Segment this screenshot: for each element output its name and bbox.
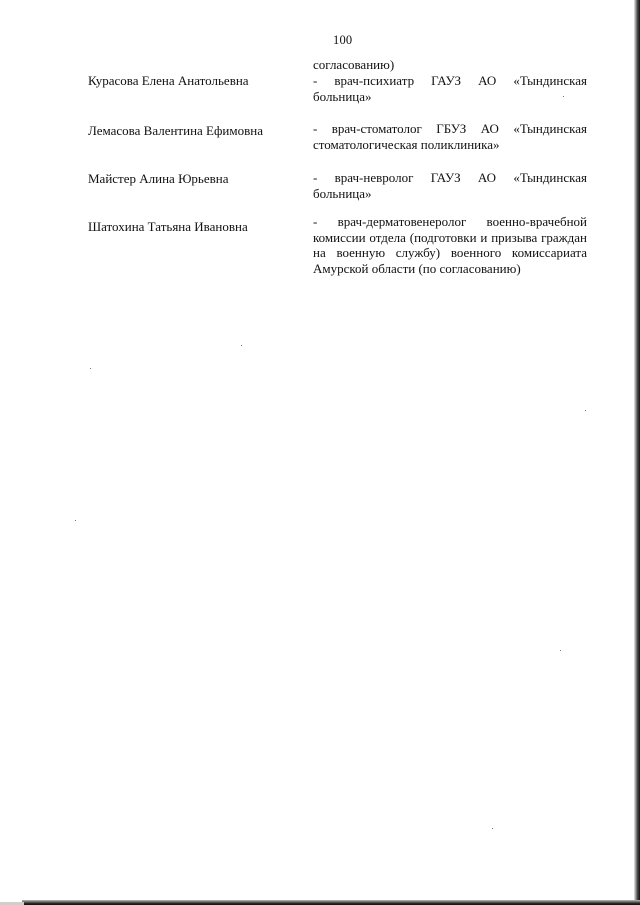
member-name-1: Курасова Елена Анатольевна <box>88 73 249 88</box>
member-name-2: Лемасова Валентина Ефимовна <box>88 123 263 138</box>
scan-speck <box>90 368 91 369</box>
scan-speck <box>563 96 564 97</box>
continuation-text: согласованию) <box>313 57 395 72</box>
scan-speck <box>492 828 493 829</box>
scan-speck <box>585 410 586 411</box>
member-role-2: - врач-стоматолог ГБУЗ АО «Тындинская стоматологическая поликлиника» <box>313 121 587 152</box>
member-role-1: - врач-психиатр ГАУЗ АО «Тындинская больница» <box>313 73 587 104</box>
scan-speck <box>560 650 561 651</box>
member-name-4: Шатохина Татьяна Ивановна <box>88 219 248 234</box>
page-number: 100 <box>333 33 353 47</box>
scan-edge-bottom <box>22 900 640 905</box>
scan-edge-right <box>634 0 640 905</box>
member-role-3: - врач-невролог ГАУЗ АО «Тындинская больница» <box>313 170 587 201</box>
member-name-3: Майстер Алина Юрьевна <box>88 171 229 186</box>
scan-speck <box>75 520 76 521</box>
scan-speck <box>241 345 242 346</box>
member-role-4: - врач-дерматовенеролог военно-врачебной комиссии отдела (подготовки и призыва граждан на военную службу) военного комиссариата Амурской области (по согласованию) <box>313 214 587 276</box>
